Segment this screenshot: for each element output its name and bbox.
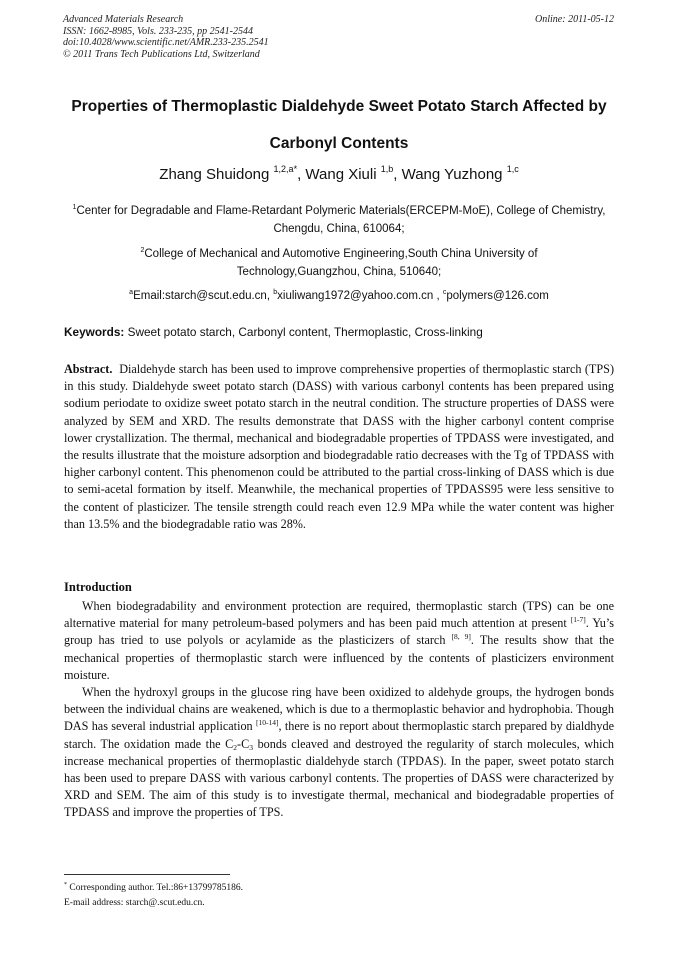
citation[interactable]: [10-14] bbox=[255, 718, 279, 728]
copyright-line: © 2011 Trans Tech Publications Ltd, Switzerland bbox=[63, 48, 260, 60]
email-list: $^a$Email:starch@scut.edu.cn, $^b$xiuliwang1972@yahoo.com.cn , $^c$polymers@126.com bbox=[129, 289, 549, 302]
author-affiliation-marker: 1,2,a* bbox=[273, 164, 298, 174]
journal-header bbox=[63, 14, 269, 60]
author-name: Wang Xiuli bbox=[305, 166, 377, 183]
footnote-email: E-mail address: starch@.scut.edu.cn. bbox=[64, 898, 205, 908]
author-affiliation-marker: 1,b bbox=[380, 164, 394, 174]
citation[interactable]: [1-7] bbox=[570, 615, 586, 625]
affiliation-marker: 1 bbox=[72, 204, 77, 211]
paper-title: Properties of Thermoplastic Dialdehyde Sweet Potato Starch Affected by Carbonyl Contents bbox=[71, 98, 607, 152]
affiliation bbox=[60, 202, 618, 238]
citation[interactable]: [8, 9] bbox=[451, 632, 471, 642]
keywords bbox=[64, 325, 614, 339]
author-name: Wang Yuzhong bbox=[401, 166, 503, 183]
affiliation-text: College of Mechanical and Automotive Engineering,South China University of Technology,Guangzhou, China, 510640; bbox=[144, 248, 538, 278]
doi-line: doi:10.4028/www.scientific.net/AMR.233-235.2541 bbox=[63, 37, 269, 48]
paragraph: When the hydroxyl groups in the glucose ring have been oxidized to aldehyde groups, the hydrogen bonds between the individual chains are weakened, which is due to a thermoplastic behavior and hydrophobia. Though DAS has several industrial application [10-14], there is no report about thermoplastic starch prepared by dialdhyde starch. The oxidation made the $C_2-C_3$ bonds cleaved and destroyed the regularity of starch molecules, which increase mechanical properties of thermoplastic dialdehyde starch (TPDAS). In the paper, sweet potato starch has been used to prepare DASS with various carbonyl contents. The properties of DASS were characterized by XRD and SEM. The aim of this study is to investigate thermal, mechanical and biodegradable properties of TPDASS and improve the properties of TPS. bbox=[64, 685, 614, 820]
section-heading: Introduction bbox=[64, 580, 132, 594]
email-b[interactable]: xiuliwang1972@yahoo.com.cn , bbox=[277, 290, 440, 302]
affiliation-text: Center for Degradable and Flame-Retardant Polymeric Materials(ERCEPM-MoE), College of Chemistry, Chengdu, China, 610064; bbox=[76, 205, 606, 235]
footnote-corresponding-author: Corresponding author. Tel.:86+13799785186. bbox=[69, 883, 244, 893]
abstract bbox=[64, 361, 614, 533]
issn-line: ISSN: 1662-8985, Vols. 233-235, pp 2541-2544 bbox=[63, 25, 253, 37]
affiliation bbox=[100, 245, 578, 281]
footnote-divider bbox=[64, 874, 230, 875]
email-c[interactable]: polymers@126.com bbox=[446, 290, 549, 302]
affiliation-marker: 2 bbox=[140, 247, 145, 254]
abstract-label: Abstract. bbox=[64, 362, 113, 376]
introduction-body bbox=[64, 598, 614, 822]
journal-name: Advanced Materials Research bbox=[63, 14, 184, 25]
author-name: Zhang Shuidong bbox=[159, 166, 270, 183]
online-date: Online: 2011-05-12 bbox=[535, 14, 614, 25]
keywords-label: Keywords: bbox=[64, 325, 125, 339]
email-a[interactable]: Email:starch@scut.edu.cn, bbox=[133, 290, 271, 302]
paragraph: When biodegradability and environment protection are required, thermoplastic starch (TPS) can be one alternative material for many petroleum-based polymers and has been paid much attention at present [1-7]. Yu’s group has tried to use polyols or acylamide as the plasticizers of starch [8, 9]. The results show that the mechanical properties of thermoplastic starch were influenced by the contents of plasticizers environment moisture. bbox=[64, 599, 614, 682]
author-list: Zhang Shuidong $^{1,2,a*}$, Wang Xiuli $^{1,b}$, Wang Yuzhong $^{1,c}$ bbox=[159, 164, 519, 183]
author-affiliation-marker: 1,c bbox=[506, 164, 519, 174]
abstract-text: Dialdehyde starch has been used to improve comprehensive properties of thermoplastic starch (TPS) in this study. Dialdehyde sweet potato starch (DASS) with various carbonyl contents has been prepared using sodium periodate to oxidize sweet potato starch in the neutral condition. The structure properties of DASS were analyzed by SEM and XRD. The results demonstrate that DASS with the higher carbonyl content comprise lower crystallization. The thermal, mechanical and biodegradable properties of TPDASS were investigated, and the results illustrate that the moisture adsorption and biodegradable ratio decreases with the Tg of TPDASS with higher carbonyl content. This phenomenon could be attributed to the partial cross-linking of DASS which is due to semi-acetal formation by itself. Meanwhile, the mechanical properties of TPDASS95 were less sensitive to the content of plasticizer. The tensile strength could reach even 12.9 MPa while the water content was higher than 13.5% and the biodegradable ratio was 28%. bbox=[64, 362, 614, 531]
keywords-text: Sweet potato starch, Carbonyl content, Thermoplastic, Cross-linking bbox=[127, 325, 483, 339]
footnote: * Corresponding author. Tel.:86+13799785186. E-mail address: starch@.scut.edu.cn. bbox=[64, 881, 243, 911]
